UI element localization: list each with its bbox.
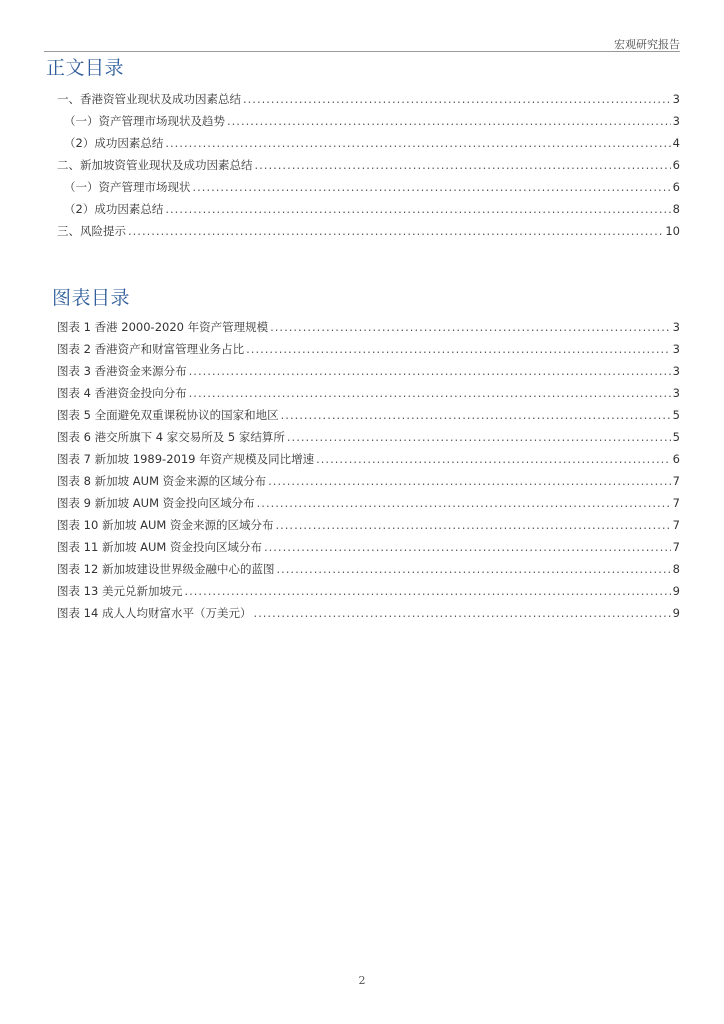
toc-entry-label: 三、风险提示 [57,224,126,238]
dot-leader [268,470,671,492]
figure-entry-label: 图表 6 港交所旗下 4 家交易所及 5 家结算所 [57,430,285,444]
toc-entry-page: 3 [672,114,680,128]
toc-entry[interactable] [0,198,724,220]
figure-entry-label: 图表 9 新加坡 AUM 资金投向区域分布 [57,496,255,510]
dot-leader [246,338,671,360]
dot-leader [281,404,671,426]
dot-leader [189,360,671,382]
figure-entry-page: 5 [672,408,680,422]
figure-entry-page: 9 [672,584,680,598]
dot-leader [316,448,671,470]
figure-entry-page: 3 [672,364,680,378]
figure-entry-page: 6 [672,452,680,466]
figure-toc-entry[interactable] [0,536,724,558]
dot-leader [264,536,671,558]
report-type-label: 宏观研究报告 [614,38,680,51]
toc-entry[interactable] [0,132,724,154]
figure-toc-entry[interactable] [0,360,724,382]
figure-toc-entry[interactable] [0,448,724,470]
main-toc-list [0,88,724,242]
header-divider [44,51,680,52]
dot-leader [184,580,670,602]
figure-entry-label: 图表 11 新加坡 AUM 资金投向区域分布 [57,540,262,554]
dot-leader [193,176,671,198]
figure-entry-label: 图表 12 新加坡建设世界级金融中心的蓝图 [57,562,275,576]
figure-toc-entry[interactable] [0,558,724,580]
dot-leader [257,492,671,514]
figure-toc-entry[interactable] [0,426,724,448]
dot-leader [270,316,671,338]
toc-entry-label: （2）成功因素总结 [64,136,164,150]
toc-entry[interactable] [0,110,724,132]
toc-entry-page: 6 [672,158,680,172]
figure-toc-entry[interactable] [0,602,724,624]
figure-entry-label: 图表 2 香港资产和财富管理业务占比 [57,342,245,356]
figure-entry-label: 图表 10 新加坡 AUM 资金来源的区域分布 [57,518,274,532]
figure-entry-label: 图表 5 全面避免双重课税协议的国家和地区 [57,408,279,422]
figure-toc-list [0,316,724,624]
toc-entry[interactable] [0,220,724,242]
toc-entry-label: 一、香港资管业现状及成功因素总结 [57,92,241,106]
dot-leader [253,602,670,624]
figure-entry-label: 图表 14 成人人均财富水平（万美元） [57,606,252,620]
figure-toc-title: 图表目录 [52,287,131,309]
figure-entry-page: 3 [672,386,680,400]
page-number: 2 [358,974,366,987]
figure-toc-entry[interactable] [0,470,724,492]
figure-entry-page: 7 [672,496,680,510]
toc-entry-page: 4 [672,136,680,150]
figure-entry-page: 8 [672,562,680,576]
dot-leader [128,220,663,242]
figure-entry-label: 图表 3 香港资金来源分布 [57,364,187,378]
toc-entry-label: （一）资产管理市场现状及趋势 [64,114,225,128]
dot-leader [165,132,670,154]
toc-entry-page: 6 [672,180,680,194]
toc-entry-label: （一）资产管理市场现状 [64,180,191,194]
figure-entry-label: 图表 4 香港资金投向分布 [57,386,187,400]
dot-leader [276,558,670,580]
dot-leader [287,426,671,448]
figure-entry-page: 3 [672,320,680,334]
figure-entry-page: 5 [672,430,680,444]
figure-entry-page: 7 [672,540,680,554]
main-toc-title: 正文目录 [46,57,125,79]
toc-entry-label: 二、新加坡资管业现状及成功因素总结 [57,158,253,172]
toc-entry[interactable] [0,154,724,176]
dot-leader [165,198,670,220]
figure-entry-page: 7 [672,518,680,532]
toc-entry-label: （2）成功因素总结 [64,202,164,216]
figure-toc-entry[interactable] [0,382,724,404]
toc-entry[interactable] [0,88,724,110]
figure-entry-page: 9 [672,606,680,620]
figure-toc-entry[interactable] [0,580,724,602]
figure-toc-entry[interactable] [0,492,724,514]
toc-entry-page: 3 [672,92,680,106]
figure-toc-entry[interactable] [0,404,724,426]
figure-toc-entry[interactable] [0,514,724,536]
toc-entry[interactable] [0,176,724,198]
figure-toc-entry[interactable] [0,338,724,360]
figure-entry-label: 图表 13 美元兑新加坡元 [57,584,183,598]
dot-leader [255,154,671,176]
figure-entry-label: 图表 7 新加坡 1989-2019 年资产规模及同比增速 [57,452,315,466]
toc-entry-page: 10 [665,224,680,238]
toc-entry-page: 8 [672,202,680,216]
figure-entry-label: 图表 8 新加坡 AUM 资金来源的区域分布 [57,474,267,488]
dot-leader [243,88,671,110]
dot-leader [189,382,671,404]
figure-entry-page: 3 [672,342,680,356]
figure-entry-label: 图表 1 香港 2000-2020 年资产管理规模 [57,320,269,334]
dot-leader [227,110,671,132]
figure-entry-page: 7 [672,474,680,488]
figure-toc-entry[interactable] [0,316,724,338]
dot-leader [275,514,670,536]
